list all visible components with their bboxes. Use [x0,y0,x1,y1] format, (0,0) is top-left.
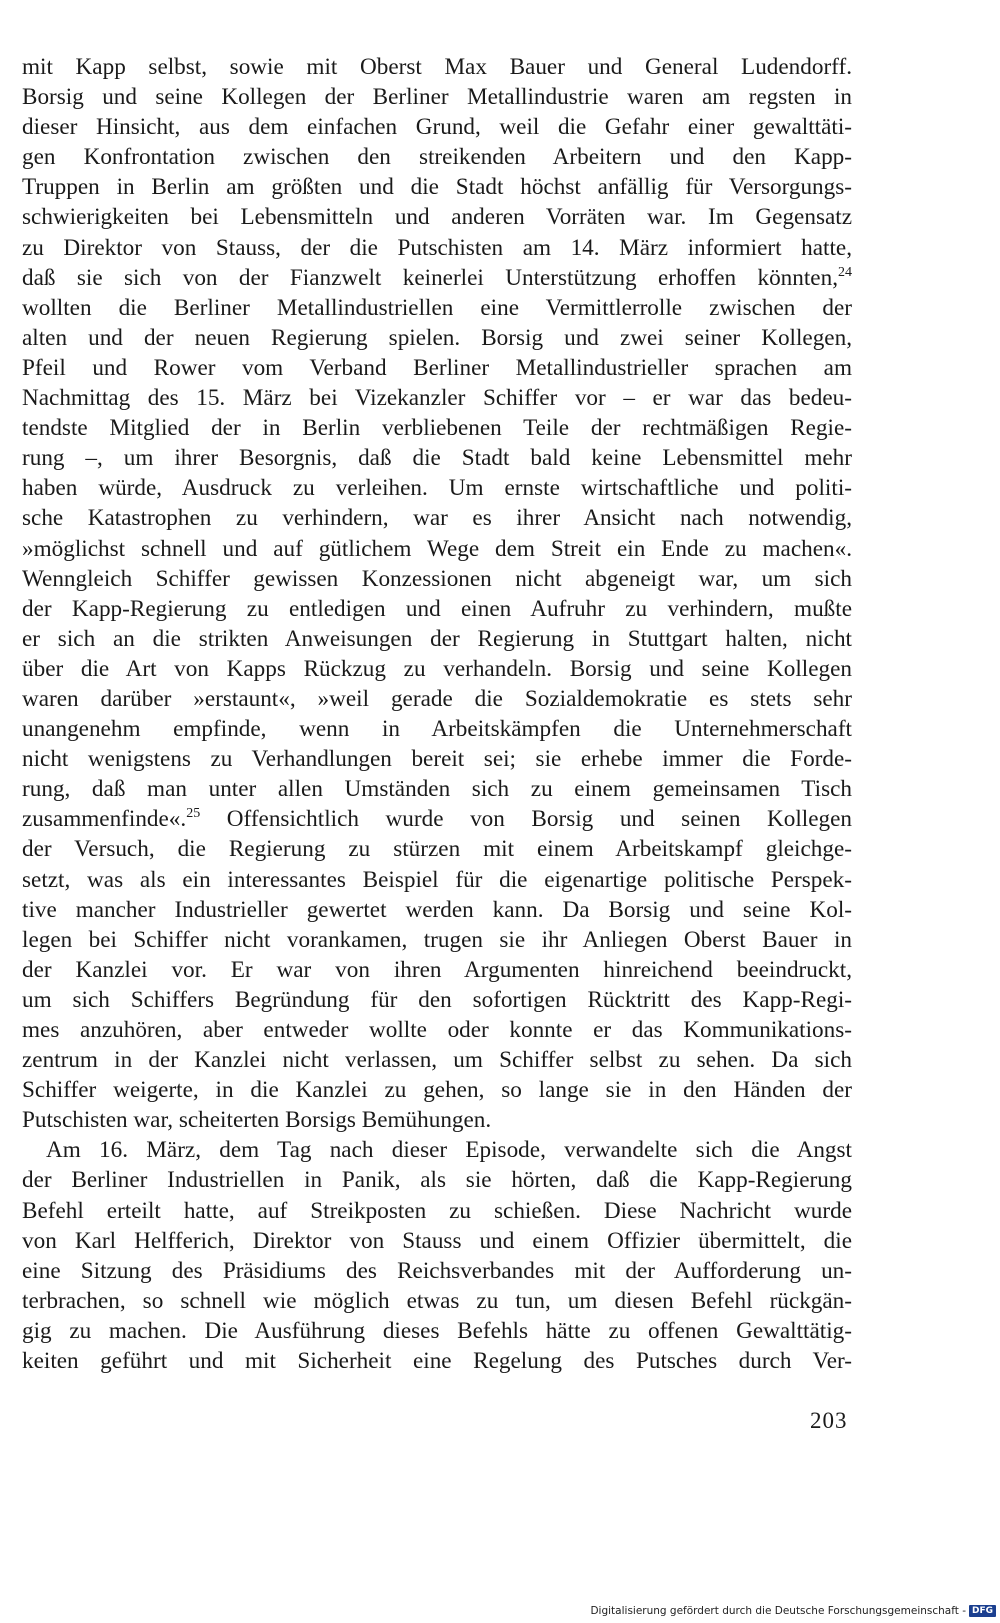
text-line: tive mancher Industrieller gewertet werden kann. Da Borsig und seine Kol- [22,896,852,923]
text-line: rung –, um ihrer Besorgnis, daß die Stadt bald keine Lebensmittel mehr [22,445,852,472]
text-line [22,263,852,293]
footnote-ref-25: 25 [186,806,201,822]
text-line: rung, daß man unter allen Umständen sich zu einem gemeinsamen Tisch [22,776,852,803]
text-line: gig zu machen. Die Ausführung dieses Befehls hätte zu offenen Gewalttätig- [22,1317,852,1344]
text-line: dieser Hinsicht, aus dem einfachen Grund, weil die Gefahr einer gewalttäti- [22,114,852,141]
text-line: Putschisten war, scheiterten Borsigs Bemühungen. [22,1107,492,1134]
text-line: legen bei Schiffer nicht vorankamen, trugen sie ihr Anliegen Oberst Bauer in [22,926,852,953]
text-line: terbrachen, so schnell wie möglich etwas zu tun, um diesen Befehl rückgän- [22,1287,852,1314]
text-line: unangenehm empfinde, wenn in Arbeitskämpfen die Unternehmerschaft [22,716,852,743]
text-fragment: zusammenfinde«. [22,806,187,833]
text-line: sche Katastrophen zu verhindern, war es ihrer Ansicht nach notwendig, [22,505,852,532]
footnote-ref-24: 24 [838,264,852,280]
text-line: Truppen in Berlin am größten und die Stadt höchst anfällig für Versorgungs- [22,174,852,201]
text-line: tendste Mitglied der in Berlin verbliebenen Teile der rechtmäßigen Regie- [22,415,852,442]
text-line: Befehl erteilt hatte, auf Streikposten zu schießen. Diese Nachricht wurde [22,1197,852,1224]
text-line: er sich an die strikten Anweisungen der Regierung in Stuttgart halten, nicht [22,625,852,652]
text-line: setzt, was als ein interessantes Beispiel für die eigenartige politische Perspek- [22,866,852,893]
text-line: zentrum in der Kanzlei nicht verlassen, um Schiffer selbst zu sehen. Da sich [22,1047,852,1074]
text-line: Borsig und seine Kollegen der Berliner Metallindustrie waren am regsten in [22,84,852,111]
text-line: waren darüber »erstaunt«, »weil gerade die Sozialdemokratie es stets sehr [22,685,852,712]
body-text [22,52,852,1376]
text-line: Nachmittag des 15. März bei Vizekanzler Schiffer vor – er war das bedeu- [22,385,852,412]
text-line: über die Art von Kapps Rückzug zu verhandeln. Borsig und seine Kollegen [22,655,852,682]
text-line: der Versuch, die Regierung zu stürzen mit einem Arbeitskampf gleichge- [22,836,852,863]
text-line: mes anzuhören, aber entweder wollte oder konnte er das Kommunikations- [22,1017,852,1043]
text-line: der Kapp-Regierung zu entledigen und einen Aufruhr zu verhindern, mußte [22,595,852,622]
text-fragment: daß sie sich von der Fianzwelt keinerlei Unterstützung erhoffen könnten, [22,264,838,291]
text-line: schwierigkeiten bei Lebensmitteln und anderen Vorräten war. Im Gegensatz [22,204,852,231]
text-line: Pfeil und Rower vom Verband Berliner Metallindustrieller sprachen am [22,354,852,381]
text-line: mit Kapp selbst, sowie mit Oberst Max Bauer und General Ludendorff. [22,54,852,80]
text-line: nicht wenigstens zu Verhandlungen bereit sei; sie erhebe immer die Forde- [22,746,852,773]
text-line: keiten geführt und mit Sicherheit eine Regelung des Putsches durch Ver- [22,1348,852,1375]
text-line: von Karl Helfferich, Direktor von Stauss und einem Offizier übermittelt, die [22,1227,852,1254]
text-line: Am 16. März, dem Tag nach dieser Episode, verwandelte sich die Angst [46,1137,852,1164]
text-line: »möglichst schnell und auf gütlichem Wege dem Streit ein Ende zu machen«. [22,535,852,562]
text-line: eine Sitzung des Präsidiums des Reichsverbandes mit der Aufforderung un- [22,1257,852,1284]
funding-footer [590,1603,996,1619]
funding-notice: Digitalisierung gefördert durch die Deutsche Forschungsgemeinschaft - [590,1605,966,1617]
text-line: um sich Schiffers Begründung für den sofortigen Rücktritt des Kapp-Regi- [22,986,852,1013]
text-fragment: Offensichtlich wurde von Borsig und seinen Kollegen [200,806,852,833]
text-line: gen Konfrontation zwischen den streikenden Arbeitern und den Kapp- [22,144,852,171]
text-line [22,804,852,834]
text-line: Wenngleich Schiffer gewissen Konzessionen nicht abgeneigt war, um sich [22,565,852,592]
dfg-logo: DFG [969,1605,996,1617]
page-number: 203 [810,1408,848,1433]
text-line: der Berliner Industriellen in Panik, als sie hörten, daß die Kapp-Regierung [22,1167,852,1194]
text-line: zu Direktor von Stauss, der die Putschisten am 14. März informiert hatte, [22,234,852,261]
text-line: wollten die Berliner Metallindustriellen eine Vermittlerrolle zwischen der [22,294,852,321]
text-line: der Kanzlei vor. Er war von ihren Argumenten hinreichend beeindruckt, [22,956,852,983]
text-line: Schiffer weigerte, in die Kanzlei zu gehen, so lange sie in den Händen der [22,1077,852,1104]
text-line: haben würde, Ausdruck zu verleihen. Um ernste wirtschaftliche und politi- [22,475,852,502]
text-line: alten und der neuen Regierung spielen. Borsig und zwei seiner Kollegen, [22,324,852,351]
